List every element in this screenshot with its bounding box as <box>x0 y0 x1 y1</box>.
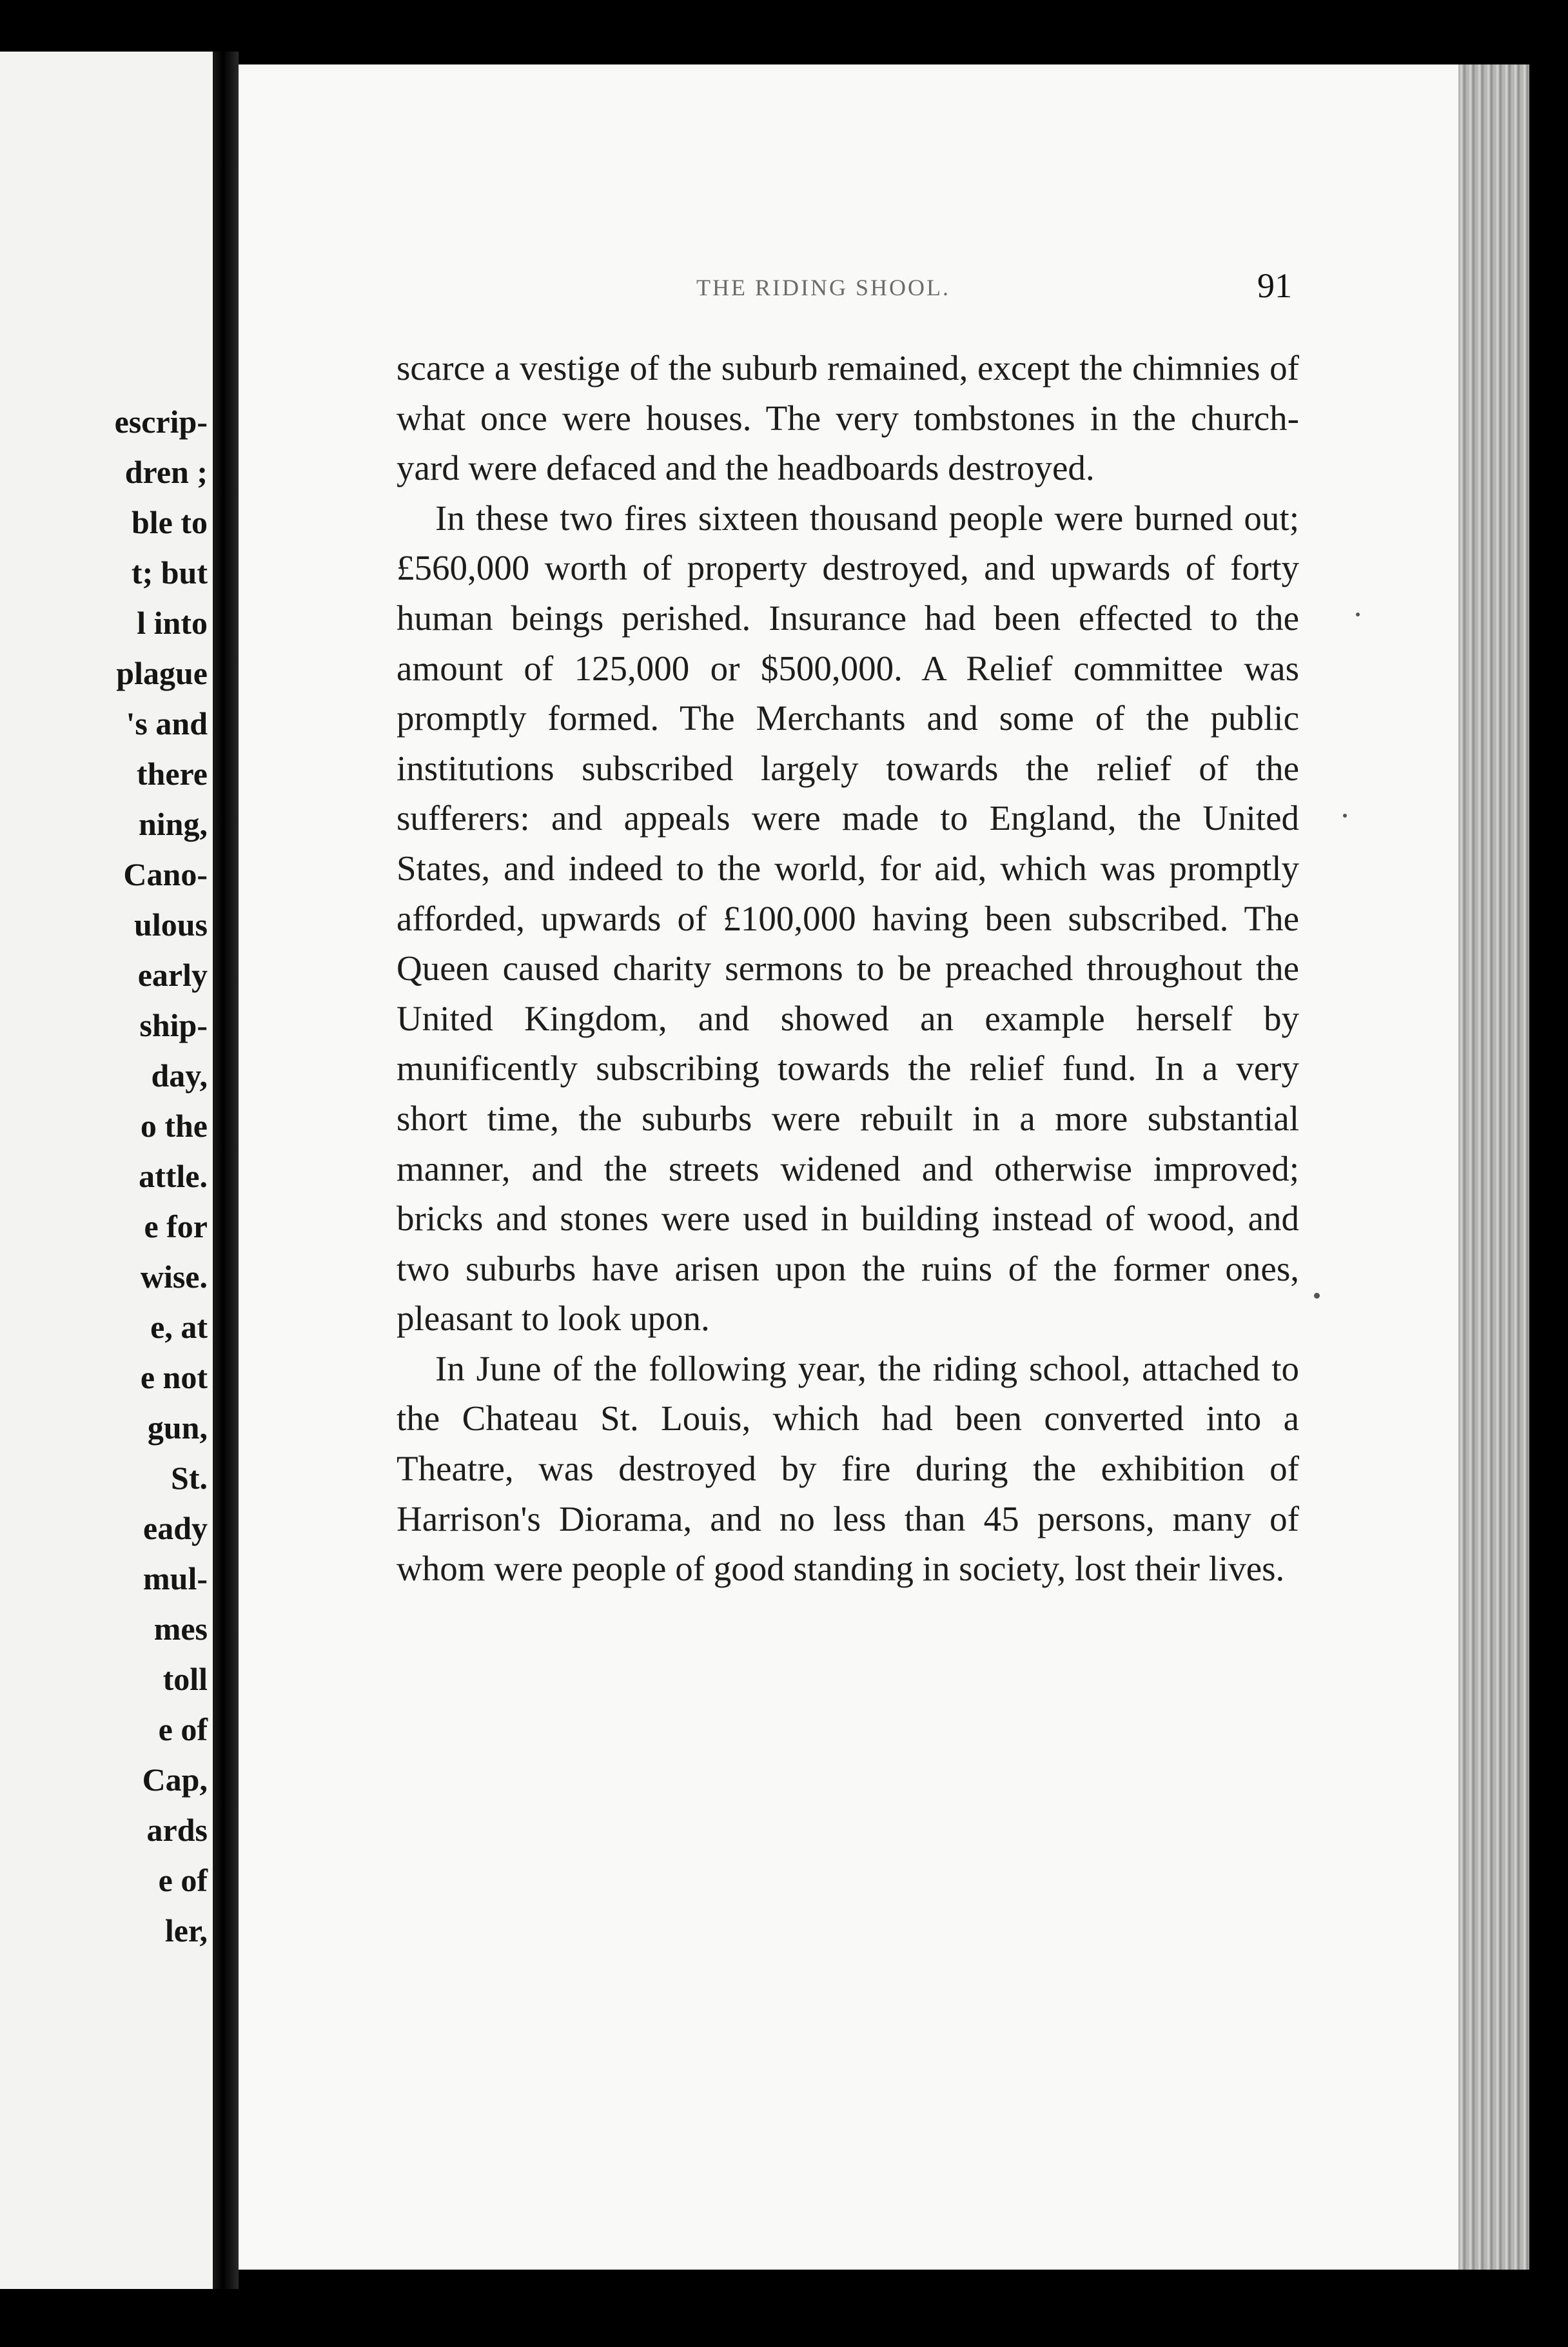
paragraph-continued: scarce a vestige of the suburb remained, except the chimnies of what once were houses. The very tombstones in the church-yard were defaced and the headboards destroyed. <box>397 348 1299 488</box>
previous-page-line: e of <box>158 1862 208 1898</box>
book-gutter <box>213 52 239 2289</box>
previous-page-line: eady <box>143 1510 208 1546</box>
previous-page-line: plague <box>116 655 208 691</box>
previous-page-line: St. <box>171 1460 208 1496</box>
previous-page-line: wise. <box>140 1259 208 1295</box>
previous-page-line: e, at <box>150 1309 208 1345</box>
previous-page-line: o the <box>140 1108 208 1144</box>
paper-speck <box>1343 814 1347 818</box>
previous-page-line: attle. <box>139 1158 208 1194</box>
previous-page-line: there <box>136 756 208 792</box>
previous-page-line: mul- <box>143 1560 208 1596</box>
previous-page-line: e not <box>140 1359 208 1395</box>
body-text <box>397 343 1299 1594</box>
paper-speck <box>1356 613 1360 616</box>
previous-page-line: e for <box>144 1208 208 1244</box>
previous-page-line: dren ; <box>124 454 208 490</box>
paragraph: In these two fires sixteen thousand people were burned out; £560,000 worth of property destroyed, and upwards of forty human beings perished. Insurance had been effected to the amount of 125,000 or $500,000. A Relief committee was promptly formed. The Merchants and some of the public institutions subscribed largely towards the relief of the sufferers: and appeals were made to England, the United States, and indeed to the world, for aid, which was promptly afforded, upwards of £100,000 having been subscribed. The Queen caused charity sermons to be preached throughout the United Kingdom, and showed an example herself by munificently subscribing towards the relief fund. In a very short time, the suburbs were rebuilt in a more substantial manner, and the streets widened and otherwise improved; bricks and stones were used in building instead of wood, and two suburbs have arisen upon the ruins of the former ones, pleasant to look upon. <box>397 498 1299 1339</box>
previous-page-line: ship- <box>139 1007 208 1043</box>
page-number: 91 <box>1257 266 1292 305</box>
previous-page-line: ble to <box>131 504 208 540</box>
previous-page-text <box>115 397 208 1956</box>
previous-page-line: Cano- <box>123 856 208 892</box>
previous-page-line: t; but <box>131 555 208 591</box>
previous-page-line: early <box>137 957 208 993</box>
previous-page-line: ler, <box>164 1912 208 1949</box>
previous-page-line: 's and <box>126 705 208 741</box>
page-edges <box>1458 64 1529 2270</box>
running-head: THE RIDING SHOOL. <box>696 275 950 300</box>
previous-page-line: ards <box>146 1812 208 1848</box>
previous-page-line: day, <box>151 1057 208 1094</box>
previous-page-line: Cap, <box>142 1762 208 1798</box>
paper-speck <box>1314 1293 1320 1299</box>
previous-page-line: ning, <box>138 806 208 842</box>
previous-page-fragment <box>0 52 213 2289</box>
previous-page-line: toll <box>162 1661 208 1697</box>
paragraph: In June of the following year, the riding school, attached to the Chateau St. Louis, which had been converted into a Theatre, was destroyed by fire during the exhibition of Harrison's Diorama, and no less than 45 persons, many of whom were people of good standing in society, lost their lives. <box>397 1348 1299 1589</box>
previous-page-line: l into <box>137 605 208 641</box>
previous-page-line: mes <box>153 1611 208 1647</box>
previous-page-line: e of <box>158 1711 208 1747</box>
previous-page-line: ulous <box>134 907 208 943</box>
previous-page-line: gun, <box>147 1409 208 1446</box>
previous-page-line: escrip- <box>114 404 208 440</box>
